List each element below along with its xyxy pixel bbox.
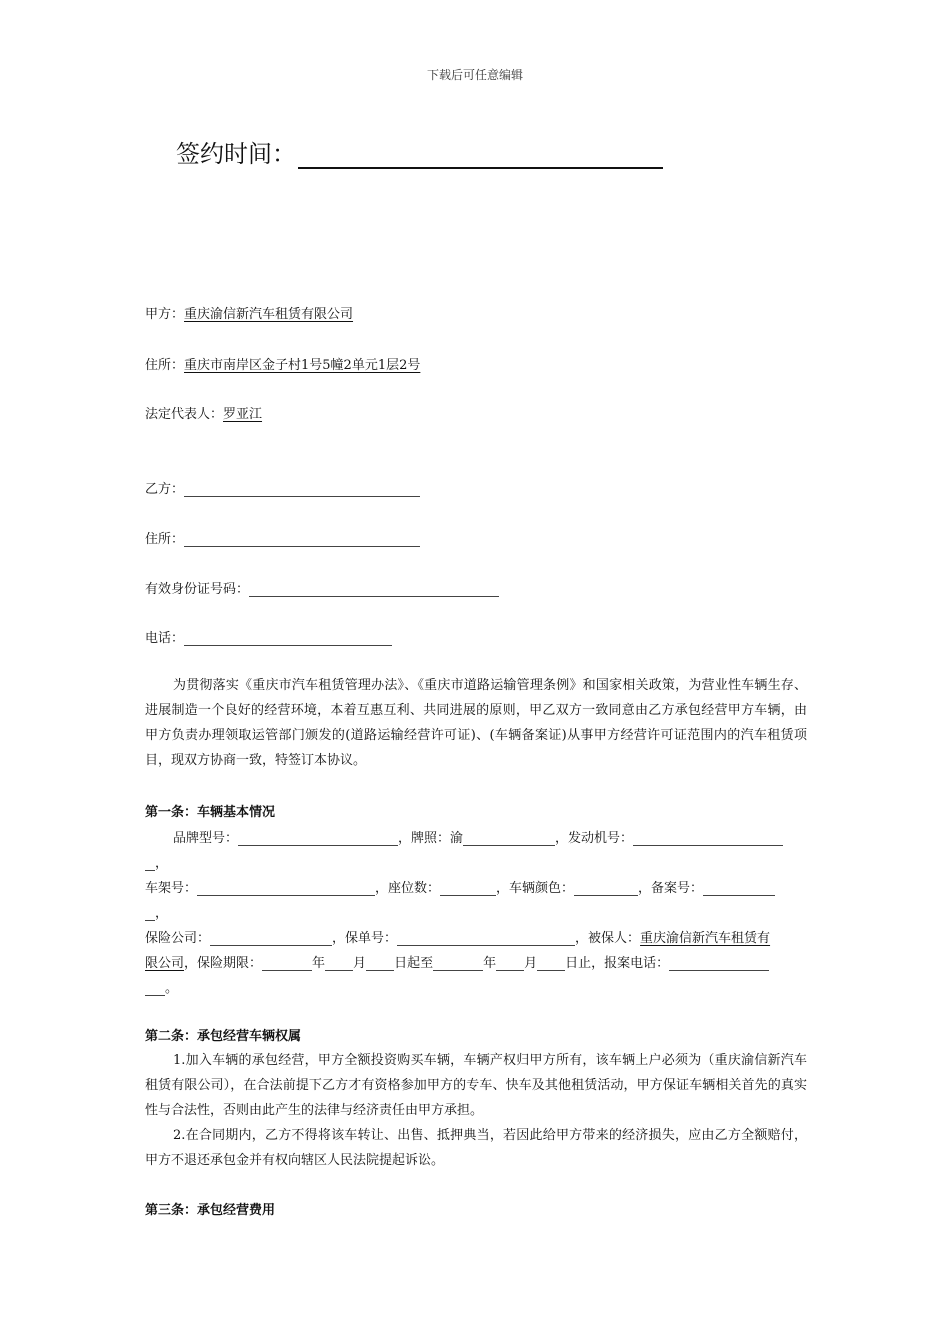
article-2-title: 第二条：承包经营车辆权属	[145, 1029, 302, 1044]
day-from-label: 日起至	[394, 956, 434, 971]
party-b-address-label: 住所：	[145, 532, 185, 547]
period-end: 。	[165, 981, 179, 996]
party-b-address-row	[145, 528, 420, 547]
insured-label: ，被保人：	[575, 931, 641, 946]
frame-label: 车架号：	[145, 881, 198, 896]
party-b-phone-blank[interactable]	[184, 631, 392, 646]
page-header: 下载后可任意编辑	[426, 68, 523, 82]
article-2-clause-1: 1.加入车辆的承包经营，甲方全额投资购买车辆，车辆产权归甲方所有，该车辆上户必须为（重庆渝信新汽车租赁有限公司），在合法前提下乙方才有资格参加甲方的专车、快车及其他租赁活动，甲方保证车辆相关首先的真实性与合法性，否则由此产生的法律与经济责任由甲方承担。	[145, 1053, 807, 1118]
month-label: 月	[353, 956, 367, 971]
record-label: ，备案号：	[638, 881, 704, 896]
comma: ，	[155, 906, 169, 921]
article-2-clause-2: 2.在合同期内，乙方不得将该车转让、出售、抵押典当，若因此给甲方带来的经济损失，应由乙方全额赔付，甲方不退还承包金并有权向辖区人民法院提起诉讼。	[145, 1128, 807, 1168]
party-b-id-label: 有效身份证号码：	[145, 582, 250, 597]
party-b-id-blank[interactable]	[249, 582, 499, 597]
vehicle-row-2-end	[145, 902, 807, 921]
year-label: 年	[312, 956, 326, 971]
party-b-label: 乙方：	[145, 482, 185, 497]
seats-label: ，座位数：	[375, 881, 441, 896]
to-year-blank[interactable]	[433, 956, 483, 971]
to-month-blank[interactable]	[496, 956, 524, 971]
party-b-phone-row	[145, 627, 392, 646]
to-day-blank[interactable]	[537, 956, 565, 971]
insured-name: 重庆渝信新汽车租赁有	[640, 931, 771, 946]
month-label: 月	[524, 956, 538, 971]
article-3-title: 第三条：承包经营费用	[145, 1203, 276, 1218]
insurance-row-1	[145, 927, 807, 946]
insurer-blank[interactable]	[210, 931, 332, 946]
record-blank-cont[interactable]	[145, 906, 155, 921]
frame-blank[interactable]	[197, 881, 375, 896]
party-b-row	[145, 478, 420, 497]
engine-blank[interactable]	[633, 831, 783, 846]
party-a-rep: 罗亚江	[223, 407, 263, 422]
party-a-rep-label: 法定代表人：	[145, 407, 224, 422]
party-a-label: 甲方：	[145, 307, 185, 322]
engine-label: ，发动机号：	[555, 831, 634, 846]
vehicle-row-1-end	[145, 852, 807, 871]
intro-paragraph: 为贯彻落实《重庆市汽车租赁管理办法》、《重庆市道路运输管理条例》和国家相关政策，为营业性车辆生存、进展制造一个良好的经营环境，本着互惠互利、共同进展的原则，甲乙双方一致同意由乙方承包经营甲方车辆，由甲方负责办理领取运管部门颁发的(道路运输经营许可证)、(车辆备案证)从事甲方经营许可证范围内的汽车租赁项目，现双方协商一致，特签订本协议。	[145, 678, 807, 768]
insurance-row-3	[145, 977, 807, 996]
year-label: 年	[483, 956, 497, 971]
vehicle-row-2	[145, 877, 807, 896]
vehicle-row-1	[145, 827, 835, 846]
report-phone-blank[interactable]	[669, 956, 769, 971]
period-label: ，保险期限：	[184, 956, 263, 971]
plate-label: ，牌照：渝	[398, 831, 464, 846]
brand-blank[interactable]	[238, 831, 398, 846]
color-blank[interactable]	[574, 881, 638, 896]
record-blank[interactable]	[703, 881, 775, 896]
article-1-title: 第一条：车辆基本情况	[145, 805, 276, 820]
comma: ，	[155, 856, 169, 871]
insured-name-cont: 限公司	[145, 956, 185, 971]
from-day-blank[interactable]	[366, 956, 394, 971]
brand-label: 品牌型号：	[173, 831, 239, 846]
party-a-address: 重庆市南岸区金子村1号5幢2单元1层2号	[184, 358, 421, 373]
signing-time	[176, 134, 663, 169]
party-a-row	[145, 303, 353, 322]
party-a-address-row	[145, 354, 420, 373]
insurance-row-2	[145, 952, 807, 971]
plate-blank[interactable]	[463, 831, 555, 846]
policy-label: ，保单号：	[332, 931, 398, 946]
insurer-label: 保险公司：	[145, 931, 211, 946]
color-label: ，车辆颜色：	[496, 881, 575, 896]
party-a-rep-row	[145, 403, 262, 422]
policy-blank[interactable]	[397, 931, 575, 946]
engine-blank-cont[interactable]	[145, 856, 155, 871]
signing-time-label: 签约时间：	[176, 140, 296, 168]
from-month-blank[interactable]	[325, 956, 353, 971]
report-phone-blank-cont[interactable]	[145, 981, 165, 996]
party-b-phone-label: 电话：	[145, 631, 185, 646]
seats-blank[interactable]	[440, 881, 496, 896]
party-a-name: 重庆渝信新汽车租赁有限公司	[184, 307, 354, 322]
signing-time-blank[interactable]	[298, 141, 663, 169]
party-a-address-label: 住所：	[145, 358, 185, 373]
day-to-label: 日止，报案电话：	[565, 956, 670, 971]
from-year-blank[interactable]	[262, 956, 312, 971]
party-b-id-row	[145, 578, 499, 597]
party-b-address-blank[interactable]	[184, 532, 420, 547]
party-b-blank[interactable]	[184, 482, 420, 497]
